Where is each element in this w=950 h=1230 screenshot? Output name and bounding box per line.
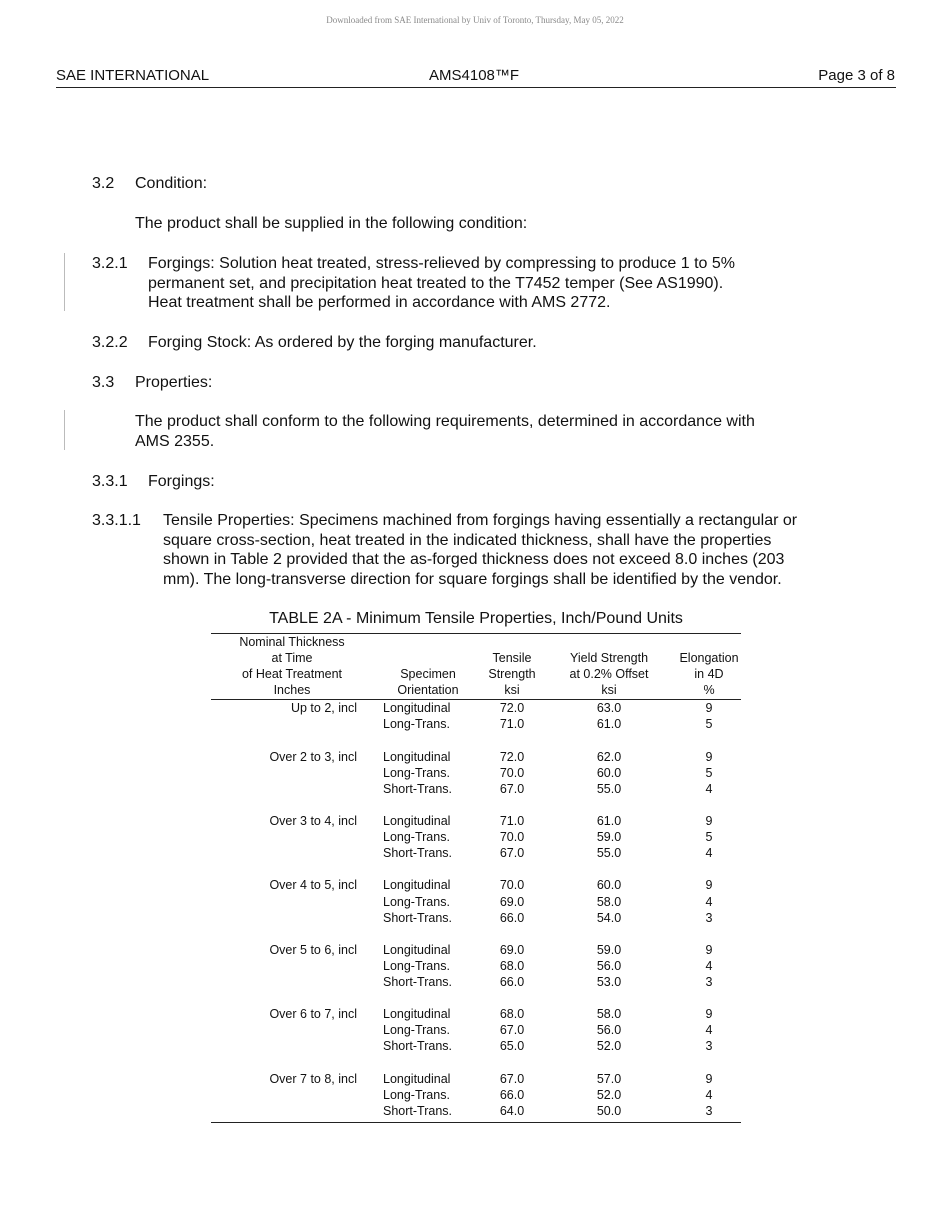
cell-elongation: 9 (705, 1071, 713, 1086)
header-line: Specimen (400, 667, 456, 682)
header-line: Orientation (397, 683, 459, 698)
table-row (211, 765, 741, 781)
cell-thickness (211, 765, 373, 781)
header-tensile-strength (483, 634, 541, 700)
cell-orientation: Long-Trans. (383, 717, 450, 732)
section-title: Forgings: (148, 473, 215, 490)
cell-yield-strength: 59.0 (596, 830, 622, 845)
header-nominal-thickness (211, 634, 373, 700)
section-line: AMS 2355. (135, 432, 215, 450)
section-text: Forging Stock: As ordered by the forging manufacturer. (148, 334, 537, 351)
spacer-cell (211, 797, 741, 813)
cell-thickness (211, 894, 373, 910)
cell-elongation: 9 (705, 814, 713, 829)
section-number: 3.3.1 (92, 473, 128, 490)
cell-yield-strength: 63.0 (596, 701, 622, 716)
table-row (211, 781, 741, 797)
cell-thickness: Up to 2, incl (290, 701, 357, 716)
cell-yield-strength: 54.0 (596, 910, 622, 925)
cell-thickness (211, 1103, 373, 1123)
table-row (211, 877, 741, 893)
cell-thickness (211, 910, 373, 926)
cell-thickness (211, 1038, 373, 1054)
cell-tensile-strength: 67.0 (499, 1071, 525, 1086)
cell-orientation: Short-Trans. (383, 781, 453, 796)
table-row (211, 813, 741, 829)
cell-orientation: Short-Trans. (383, 1039, 453, 1054)
cell-thickness: Over 2 to 3, incl (269, 749, 357, 764)
table-row (211, 1022, 741, 1038)
change-bar-3-3 (64, 410, 65, 450)
cell-orientation: Long-Trans. (383, 1087, 450, 1102)
table-group-spacer (211, 990, 741, 1006)
spacer-cell (211, 733, 741, 749)
header-document-number: AMS4108™F (429, 67, 520, 84)
cell-yield-strength: 56.0 (596, 958, 622, 973)
section-number: 3.2 (92, 175, 115, 192)
table-row (211, 700, 741, 717)
cell-tensile-strength: 68.0 (499, 1007, 525, 1022)
table-row (211, 749, 741, 765)
header-line: ksi (504, 683, 520, 698)
cell-elongation: 9 (705, 701, 713, 716)
cell-elongation: 4 (705, 1023, 713, 1038)
cell-thickness: Over 4 to 5, incl (269, 878, 357, 893)
header-line: Yield Strength (569, 651, 649, 666)
header-line: in 4D (694, 667, 724, 682)
cell-yield-strength: 59.0 (596, 942, 622, 957)
cell-yield-strength: 58.0 (596, 894, 622, 909)
cell-tensile-strength: 69.0 (499, 894, 525, 909)
cell-tensile-strength: 67.0 (499, 1023, 525, 1038)
cell-orientation: Longitudinal (383, 701, 451, 716)
cell-elongation: 3 (705, 1039, 713, 1054)
cell-orientation: Longitudinal (383, 1071, 451, 1086)
cell-orientation: Long-Trans. (383, 830, 450, 845)
cell-thickness (211, 829, 373, 845)
header-line: Strength (488, 667, 536, 682)
header-specimen-orientation (373, 634, 483, 700)
table-row (211, 974, 741, 990)
cell-tensile-strength: 71.0 (499, 717, 525, 732)
cell-thickness (211, 1087, 373, 1103)
cell-elongation: 4 (705, 1087, 713, 1102)
spacer-cell (211, 926, 741, 942)
running-header (56, 67, 896, 88)
cell-orientation: Longitudinal (383, 878, 451, 893)
cell-yield-strength: 60.0 (596, 878, 622, 893)
section-line: mm). The long-transverse direction for square forgings shall be identified by the vendor. (163, 570, 782, 588)
section-number: 3.2.1 (92, 255, 128, 272)
cell-orientation: Longitudinal (383, 749, 451, 764)
table-header-row (211, 634, 741, 700)
cell-elongation: 9 (705, 749, 713, 764)
cell-thickness (211, 845, 373, 861)
cell-orientation: Longitudinal (383, 1007, 451, 1022)
section-line: The product shall conform to the following requirements, determined in accordance with (135, 413, 755, 430)
table-row (211, 942, 741, 958)
cell-yield-strength: 60.0 (596, 765, 622, 780)
cell-tensile-strength: 66.0 (499, 974, 525, 989)
cell-yield-strength: 52.0 (596, 1039, 622, 1054)
header-line: Elongation (679, 651, 739, 666)
cell-yield-strength: 50.0 (596, 1103, 622, 1118)
header-line: Inches (273, 683, 311, 698)
table-row (211, 894, 741, 910)
section-line: Heat treatment shall be performed in accordance with AMS 2772. (148, 294, 611, 311)
header-line: of Heat Treatment (241, 667, 343, 682)
header-line: Nominal Thickness (239, 635, 345, 649)
cell-yield-strength: 56.0 (596, 1023, 622, 1038)
cell-yield-strength: 62.0 (596, 749, 622, 764)
cell-thickness (211, 958, 373, 974)
section-number: 3.2.2 (92, 334, 128, 351)
cell-elongation: 3 (705, 910, 713, 925)
cell-tensile-strength: 69.0 (499, 942, 525, 957)
cell-thickness: Over 6 to 7, incl (269, 1007, 357, 1022)
cell-orientation: Short-Trans. (383, 1103, 453, 1118)
table-title: TABLE 2A - Minimum Tensile Properties, Inch/Pound Units (269, 610, 683, 627)
header-line: Tensile (492, 651, 532, 666)
header-page-number: Page 3 of 8 (818, 67, 895, 84)
section-line: permanent set, and precipitation heat treated to the T7452 temper (See AS1990). (148, 274, 724, 292)
cell-yield-strength: 55.0 (596, 846, 622, 861)
table-row (211, 1006, 741, 1022)
section-3-2-intro: The product shall be supplied in the following condition: (135, 215, 528, 232)
cell-elongation: 9 (705, 1007, 713, 1022)
cell-elongation: 5 (705, 717, 713, 732)
cell-elongation: 3 (705, 1103, 713, 1118)
cell-thickness (211, 781, 373, 797)
cell-orientation: Short-Trans. (383, 846, 453, 861)
header-elongation (677, 634, 741, 700)
cell-thickness: Over 3 to 4, incl (269, 814, 357, 829)
cell-tensile-strength: 72.0 (499, 701, 525, 716)
section-number: 3.3 (92, 374, 115, 391)
cell-elongation: 5 (705, 830, 713, 845)
cell-tensile-strength: 70.0 (499, 830, 525, 845)
cell-tensile-strength: 64.0 (499, 1103, 525, 1118)
cell-orientation: Long-Trans. (383, 894, 450, 909)
header-line: at Time (271, 651, 313, 666)
cell-yield-strength: 61.0 (596, 717, 622, 732)
cell-orientation: Short-Trans. (383, 974, 453, 989)
section-title: Properties: (135, 374, 213, 391)
table-row (211, 845, 741, 861)
cell-orientation: Long-Trans. (383, 765, 450, 780)
table-group-spacer (211, 797, 741, 813)
table-group-spacer (211, 926, 741, 942)
spacer-cell (211, 861, 741, 877)
cell-elongation: 4 (705, 781, 713, 796)
header-line: at 0.2% Offset (569, 667, 649, 682)
download-watermark-note: Downloaded from SAE International by Univ of Toronto, Thursday, May 05, 2022 (326, 15, 624, 25)
cell-elongation: 4 (705, 846, 713, 861)
cell-elongation: 4 (705, 958, 713, 973)
cell-tensile-strength: 71.0 (499, 814, 525, 829)
table-row (211, 910, 741, 926)
cell-tensile-strength: 70.0 (499, 765, 525, 780)
cell-orientation: Longitudinal (383, 814, 451, 829)
section-title: Condition: (135, 175, 208, 192)
table-row (211, 1087, 741, 1103)
change-bar-3-2-1 (64, 253, 65, 311)
section-line: shown in Table 2 provided that the as-forged thickness does not exceed 8.0 inches (203 (163, 551, 785, 568)
cell-elongation: 9 (705, 878, 713, 893)
spacer-cell (211, 990, 741, 1006)
cell-yield-strength: 57.0 (596, 1071, 622, 1086)
cell-yield-strength: 53.0 (596, 974, 622, 989)
table-row (211, 716, 741, 732)
table-group-spacer (211, 861, 741, 877)
cell-thickness: Over 5 to 6, incl (269, 942, 357, 957)
table-row (211, 1071, 741, 1087)
cell-orientation: Long-Trans. (383, 958, 450, 973)
cell-thickness (211, 974, 373, 990)
cell-tensile-strength: 66.0 (499, 1087, 525, 1102)
header-yield-strength (541, 634, 677, 700)
header-organization: SAE INTERNATIONAL (56, 67, 210, 84)
section-line: square cross-section, heat treated in the indicated thickness, shall have the properties (163, 531, 772, 549)
cell-yield-strength: 52.0 (596, 1087, 622, 1102)
table-row (211, 1103, 741, 1123)
cell-elongation: 3 (705, 974, 713, 989)
cell-orientation: Long-Trans. (383, 1023, 450, 1038)
header-line: % (703, 683, 715, 698)
cell-tensile-strength: 66.0 (499, 910, 525, 925)
table-row (211, 1038, 741, 1054)
header-line: ksi (601, 683, 617, 698)
spacer-cell (211, 1054, 741, 1070)
cell-tensile-strength: 68.0 (499, 958, 525, 973)
cell-tensile-strength: 67.0 (499, 781, 525, 796)
cell-tensile-strength: 70.0 (499, 878, 525, 893)
cell-elongation: 9 (705, 942, 713, 957)
cell-yield-strength: 55.0 (596, 781, 622, 796)
section-line: Forgings: Solution heat treated, stress-relieved by compressing to produce 1 to 5% (148, 255, 735, 272)
cell-thickness: Over 7 to 8, incl (269, 1071, 357, 1086)
cell-orientation: Short-Trans. (383, 910, 453, 925)
cell-yield-strength: 61.0 (596, 814, 622, 829)
cell-tensile-strength: 72.0 (499, 749, 525, 764)
table-row (211, 958, 741, 974)
table-group-spacer (211, 733, 741, 749)
table-group-spacer (211, 1054, 741, 1070)
section-number: 3.3.1.1 (92, 512, 141, 529)
cell-elongation: 5 (705, 765, 713, 780)
table-row (211, 829, 741, 845)
tensile-properties-table (211, 633, 741, 1123)
table-body (211, 700, 741, 1122)
cell-yield-strength: 58.0 (596, 1007, 622, 1022)
cell-thickness (211, 1022, 373, 1038)
cell-tensile-strength: 67.0 (499, 846, 525, 861)
cell-thickness (211, 716, 373, 732)
section-line: Tensile Properties: Specimens machined from forgings having essentially a rectangular or (163, 512, 798, 529)
cell-orientation: Longitudinal (383, 942, 451, 957)
cell-tensile-strength: 65.0 (499, 1039, 525, 1054)
cell-elongation: 4 (705, 894, 713, 909)
